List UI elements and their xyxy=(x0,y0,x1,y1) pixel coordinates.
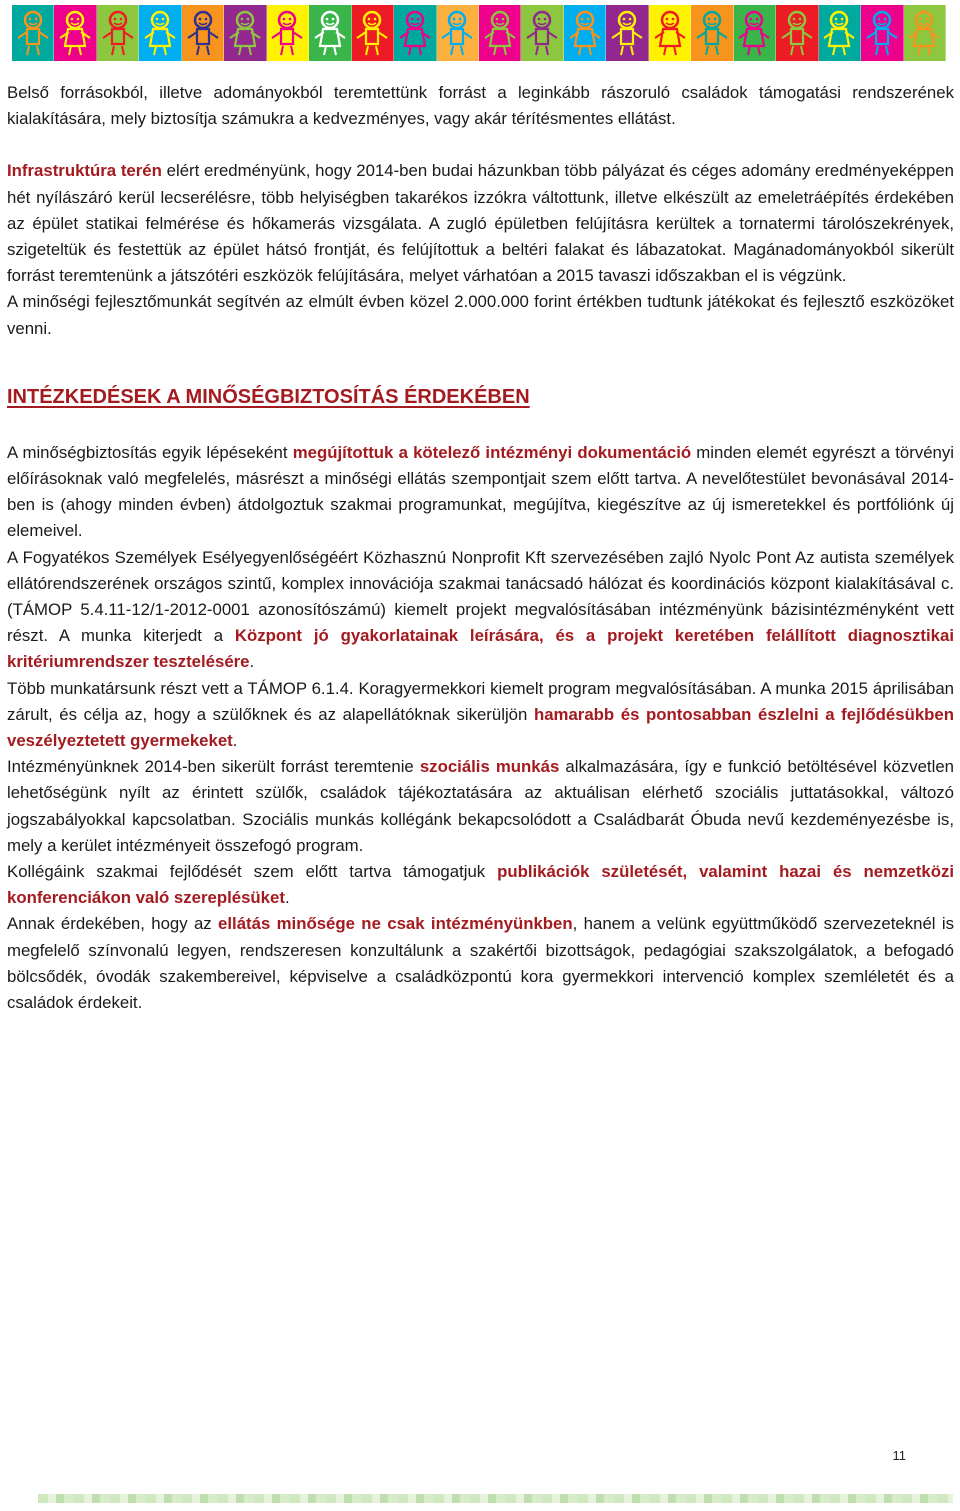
banner-tile xyxy=(352,5,394,61)
highlight: ellátás minősége ne csak intézményünkben xyxy=(218,914,573,934)
highlight: Infrastruktúra terén xyxy=(7,161,162,181)
banner-tile xyxy=(776,5,818,61)
banner-tile xyxy=(479,5,521,61)
child-figure-icon xyxy=(607,8,647,58)
highlight: szociális munkás xyxy=(419,757,560,777)
banner-tile xyxy=(606,5,648,61)
banner-tile xyxy=(97,5,139,61)
child-figure-icon xyxy=(98,8,138,58)
footer-stripe xyxy=(38,1494,953,1503)
banner-tile xyxy=(12,5,54,61)
child-figure-icon xyxy=(140,8,180,58)
child-figure-icon xyxy=(734,8,774,58)
banner-tile xyxy=(564,5,606,61)
banner-tile xyxy=(819,5,861,61)
banner-tile xyxy=(521,5,563,61)
banner-tile xyxy=(224,5,266,61)
paragraph: A minőségbiztosítás egyik lépéseként megújítottuk a kötelező intézményi dokumentáció minden elemét egyrészt a törvényi előírásoknak való megfelelés, másrészt a minőségi ellátás szempontjait szem előtt tartva. A nevelőtestület bevonásával 2014-ben is (ahogy minden évben) átdolgoztuk szakmai programunkat, megújítva, kiegészítve az új ismeretekkel és portfóliónk új elemeivel. xyxy=(7,442,954,541)
child-figure-icon xyxy=(862,8,902,58)
child-figure-icon xyxy=(13,8,53,58)
child-figure-icon xyxy=(480,8,520,58)
child-figure-icon xyxy=(692,8,732,58)
banner-tile xyxy=(309,5,351,61)
banner-tile xyxy=(734,5,776,61)
child-figure-icon xyxy=(183,8,223,58)
banner-tile xyxy=(54,5,96,61)
paragraph: Kollégáink szakmai fejlődését szem előtt tartva támogatjuk publikációk születését, valamint hazai és nemzetközi konferenciákon való szereplésüket. xyxy=(7,862,954,908)
page-number: 11 xyxy=(892,1448,906,1463)
highlight: Központ jó gyakorlatainak leírására, és a projekt keretében felállított diagnosztikai kritériumrendszer tesztelésére xyxy=(7,626,954,672)
child-figure-icon xyxy=(522,8,562,58)
banner-tile xyxy=(182,5,224,61)
child-figure-icon xyxy=(310,8,350,58)
child-figure-icon xyxy=(225,8,265,58)
child-figure-icon xyxy=(55,8,95,58)
paragraph: Infrastruktúra terén elért eredményünk, hogy 2014-ben budai házunkban több pályázat és céges adomány eredményeképpen hét nyílászáró kerül lecserélésre, több helyiségben takarékos izzókra váltottunk, illetve elkészült az emeletráépítés érdekében az épület statikai felmérése és hőkamerás vizsgálata. A zugló épületben felújításra kerültek a tornatermi tárolószekrények, szigeteltük és festettük az épület hátsó frontját, és felújítottuk a beltéri falakat és lábazatokat. Magánadományokból sikerült forrást teremtenünk a játszótéri eszközök felújítására, melyet várhatóan a 2015 tavaszi időszakban el is végzünk. xyxy=(7,161,954,286)
banner-tile xyxy=(691,5,733,61)
child-figure-icon xyxy=(650,8,690,58)
paragraph: Több munkatársunk részt vett a TÁMOP 6.1.4. Koragyermekkori kiemelt program megvalósításában. A munka 2015 áprilisában zárult, és célja az, hogy a szülőknek és az alapellátóknak sikerüljön hamarabb és pontosabban észlelni a fejlődésükben veszélyeztetett gyermekeket. xyxy=(7,678,954,751)
paragraph: Belső forrásokból, illetve adományokból teremtettünk forrást a leginkább rászoruló családok támogatási rendszerének kialakítására, mely biztosítja számukra a kedvezményes, vagy akár térítésmentes ellátást. xyxy=(7,83,954,129)
banner-tile xyxy=(437,5,479,61)
highlight: hamarabb és pontosabban észlelni a fejlődésükben veszélyeztetett gyermekeket xyxy=(7,704,954,751)
document-body xyxy=(7,80,954,1016)
banner-tile xyxy=(139,5,181,61)
child-figure-icon xyxy=(777,8,817,58)
child-figure-icon xyxy=(395,8,435,58)
child-figure-icon xyxy=(437,8,477,58)
child-figure-icon xyxy=(819,8,859,58)
paragraph: A minőségi fejlesztőmunkát segítvén az elmúlt évben közel 2.000.000 forint értékben tudtunk játékokat és fejlesztő eszközöket venni. xyxy=(7,292,954,338)
paragraph: A Fogyatékos Személyek Esélyegyenlőségéért Közhasznú Nonprofit Kft szervezésében zajló Nyolc Pont Az autista személyek ellátórendszerének országos szintű, komplex innovációja szakmai tanácsadó hálózat és koordinációs központ kialakításával c. (TÁMOP 5.4.11-12/1-2012-0001 azonosítószámú) kiemelt projekt megvalósításában intézményünk bázisintézményként vett részt. A munka kiterjedt a Központ jó gyakorlatainak leírására, és a projekt keretében felállított diagnosztikai kritériumrendszer tesztelésére. xyxy=(7,547,954,672)
highlight: megújítottuk a kötelező intézményi dokumentáció xyxy=(292,442,692,462)
paragraph: Annak érdekében, hogy az ellátás minősége ne csak intézményünkben, hanem a velünk együttműködő szervezeteknél is megfelelő színvonalú legyen, rendszeresen konzultálunk a szakértői bizottságok, pedagógiai szakszolgálatok, a befogadó bölcsődék, óvodák szakembereivel, képviselve a családközpontú kora gyermekkori intervenció komplex szemléletét és a családok érdekeit. xyxy=(7,914,954,1013)
child-figure-icon xyxy=(267,8,307,58)
child-figure-icon xyxy=(904,8,944,58)
highlight: publikációk születését, valamint hazai és nemzetközi konferenciákon való szereplésüket xyxy=(7,862,954,908)
banner-tile xyxy=(649,5,691,61)
paragraph: Intézményünknek 2014-ben sikerült forrást teremtenie szociális munkás alkalmazására, így e funkció betöltésével közvetlen lehetőségünk nyílt az érintett szülők, családok tájékoztatására az aktuálisan elérhető szociális juttatásokkal, változó jogszabályokkal kapcsolatban. Szociális munkás kollégánk bekapcsolódott a Családbarát Óbuda nevű kezdeményezésbe is, mely a kerület intézményeit összefogó program. xyxy=(7,757,954,855)
banner-tile xyxy=(904,5,946,61)
header-banner xyxy=(12,5,946,61)
banner-tile xyxy=(394,5,436,61)
child-figure-icon xyxy=(352,8,392,58)
banner-tile xyxy=(267,5,309,61)
child-figure-icon xyxy=(565,8,605,58)
banner-tile xyxy=(861,5,903,61)
section-heading: INTÉZKEDÉSEK A MINŐSÉGBIZTOSÍTÁS ÉRDEKÉBEN xyxy=(7,385,530,408)
